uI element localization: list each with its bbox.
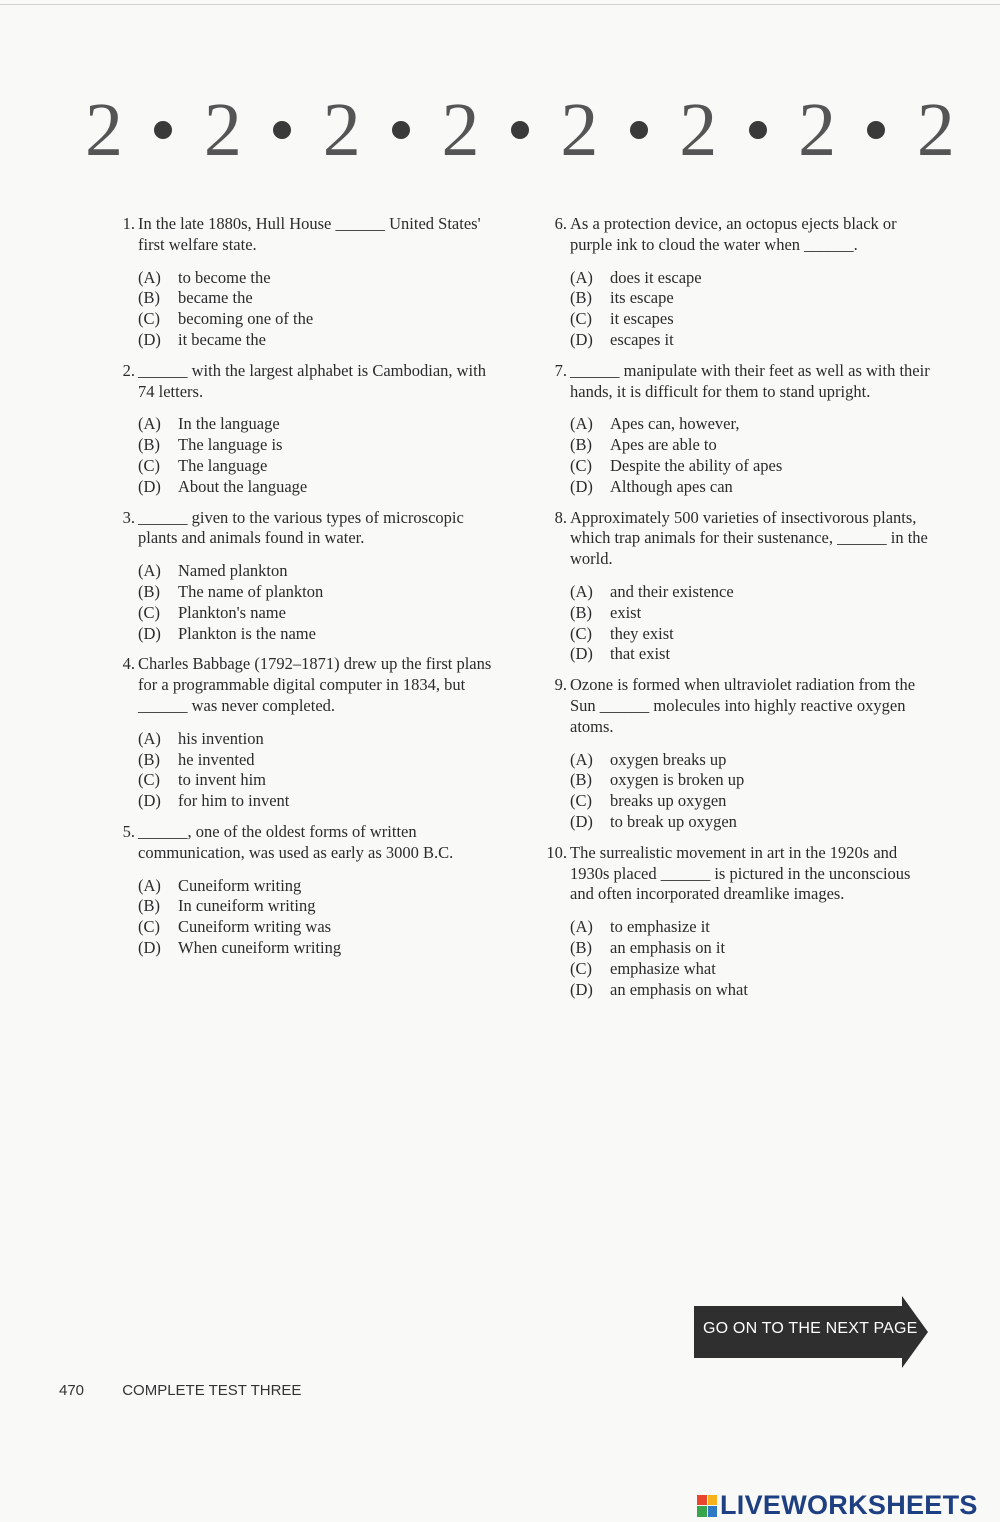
answer-option[interactable] [138,582,503,603]
option-text: it became the [178,329,266,349]
question-number [103,822,138,959]
option-text: he invented [178,749,255,769]
question-number-text: 5. [122,821,135,841]
answer-option[interactable] [570,750,930,771]
option-letter: (A) [138,414,161,434]
option-letter: (D) [570,979,593,999]
question-body [570,214,930,351]
option-text: Plankton's name [178,602,286,622]
option-letter: (A) [138,875,161,895]
option-text: became the [178,288,253,308]
option-letter: (A) [138,728,161,748]
option-letter: (B) [138,581,160,601]
answer-option[interactable] [570,414,930,435]
answer-option[interactable] [570,980,930,1001]
question-item [103,361,503,498]
answer-option[interactable] [138,309,503,330]
option-letter: (A) [138,561,161,581]
option-text: its escape [610,288,674,308]
question-item [103,822,503,959]
answer-option[interactable] [138,750,503,771]
bullet-icon [392,121,410,139]
option-text: to break up oxygen [610,811,737,831]
option-text: The language [178,455,268,475]
question-item [535,361,930,498]
option-letter: (B) [138,896,160,916]
question-item [535,508,930,666]
question-number-text: 9. [554,675,567,695]
section-number: 2 [85,88,123,172]
section-number: 2 [322,88,361,172]
bullet-icon [867,121,885,139]
option-text: an emphasis on what [610,979,748,999]
top-divider [0,4,1000,5]
option-letter: (C) [570,455,592,475]
answer-option[interactable] [570,770,930,791]
option-letter: (A) [138,267,161,287]
option-text: In the language [178,414,280,434]
option-text: oxygen is broken up [610,770,745,790]
question-number [535,675,570,833]
option-letter: (D) [570,476,593,496]
question-stem: ______ with the largest alphabet is Cambodian, with 74 letters. [138,360,486,401]
question-body [138,214,503,351]
bullet-icon [630,121,648,139]
option-letter: (D) [570,329,593,349]
question-body [138,822,503,959]
question-number [535,843,570,1001]
section-number: 2 [679,88,718,172]
option-letter: (A) [570,414,593,434]
option-text: to invent him [178,770,266,790]
footer-title: COMPLETE TEST THREE [122,1382,302,1399]
question-number-text: 10. [546,842,567,862]
option-letter: (C) [570,958,592,978]
option-text: for him to invent [178,791,290,811]
option-letter: (D) [570,811,593,831]
section-number: 2 [798,88,837,172]
answer-option[interactable] [138,330,503,351]
question-stem: Approximately 500 varieties of insectivorous plants, which trap animals for their sustenance, ______ in the world. [570,507,928,569]
question-number-text: 3. [122,507,135,527]
answer-option[interactable] [138,938,503,959]
option-letter: (C) [570,623,592,643]
answer-option[interactable] [138,876,503,897]
question-item [103,654,503,812]
option-letter: (D) [138,791,161,811]
question-number-text: 4. [122,654,135,674]
question-body [570,843,930,1001]
option-letter: (D) [138,937,161,957]
option-text: to become the [178,267,271,287]
answer-option[interactable] [138,268,503,289]
answer-option[interactable] [138,624,503,645]
bullet-icon [749,121,767,139]
answer-option[interactable] [138,435,503,456]
option-text: In cuneiform writing [178,896,316,916]
answer-option[interactable] [138,729,503,750]
bullet-icon [511,121,529,139]
option-letter: (B) [570,435,592,455]
liveworksheets-watermark [697,1490,978,1521]
option-letter: (C) [570,791,592,811]
option-text: an emphasis on it [610,937,726,957]
option-text: breaks up oxygen [610,791,727,811]
liveworksheets-logo-icon [697,1495,717,1517]
answer-option[interactable] [570,603,930,624]
option-letter: (D) [138,476,161,496]
question-body [138,508,503,645]
option-letter: (B) [138,435,160,455]
left-question-column [103,214,503,959]
section-number: 2 [203,88,242,172]
question-item [103,214,503,351]
question-body [570,361,930,498]
option-text: About the language [178,476,308,496]
page-footer [59,1382,301,1399]
option-text: Apes are able to [610,435,717,455]
question-body [570,675,930,833]
answer-option[interactable] [570,582,930,603]
option-text: his invention [178,728,264,748]
question-number [535,214,570,351]
question-number [103,214,138,351]
question-item [103,508,503,645]
question-number [103,361,138,498]
question-stem: Charles Babbage (1792–1871) drew up the first plans for a programmable digital computer in 1834, but ______ was never completed. [138,654,492,715]
question-number-text: 6. [554,214,567,233]
option-text: oxygen breaks up [610,749,727,769]
section-number: 2 [916,88,955,172]
option-letter: (D) [570,644,593,664]
answer-option[interactable] [570,791,930,812]
answer-option[interactable] [570,938,930,959]
option-text: Plankton is the name [178,623,316,643]
option-letter: (A) [570,749,593,769]
question-number-text: 2. [122,360,135,380]
option-text: and their existence [610,581,734,601]
option-text: that exist [610,644,671,664]
question-number-text: 7. [554,360,567,380]
option-text: When cuneiform writing [178,937,342,957]
option-text: they exist [610,623,674,643]
option-letter: (C) [138,602,160,622]
watermark-text: LIVEWORKSHEETS [720,1490,978,1520]
question-stem: ______ manipulate with their feet as well as with their hands, it is difficult for them to stand upright. [570,360,930,401]
option-text: Despite the ability of apes [610,455,783,475]
option-text: it escapes [610,309,674,329]
question-item [535,214,930,351]
option-letter: (A) [570,917,593,937]
question-number-text: 1. [122,214,135,233]
option-letter: (C) [138,770,160,790]
question-number [535,361,570,498]
option-letter: (B) [570,602,592,622]
answer-option[interactable] [570,435,930,456]
answer-option[interactable] [570,917,930,938]
option-letter: (D) [138,623,161,643]
answer-option[interactable] [138,791,503,812]
answer-option[interactable] [138,456,503,477]
option-letter: (B) [138,749,160,769]
answer-option[interactable] [138,603,503,624]
answer-option[interactable] [570,959,930,980]
answer-option[interactable] [570,330,930,351]
option-letter: (C) [138,309,160,329]
answer-option[interactable] [138,770,503,791]
option-text: Cuneiform writing [178,875,302,895]
answer-option[interactable] [570,624,930,645]
bullet-icon [154,121,172,139]
option-text: exist [610,602,642,622]
question-body [138,361,503,498]
question-stem: Ozone is formed when ultraviolet radiation from the Sun ______ molecules into highly reactive oxygen atoms. [570,675,916,736]
answer-option[interactable] [570,288,930,309]
question-item [535,675,930,833]
answer-option[interactable] [570,456,930,477]
question-stem: The surrealistic movement in art in the 1920s and 1930s placed ______ is pictured in the unconscious and often incorporated dreamlike images. [570,842,911,904]
option-letter: (B) [138,288,160,308]
question-body [138,654,503,812]
section-number: 2 [560,88,599,172]
answer-option[interactable] [138,896,503,917]
option-letter: (B) [570,937,592,957]
next-page-label: GO ON TO THE NEXT PAGE [703,1320,918,1337]
answer-option[interactable] [138,917,503,938]
answer-option[interactable] [138,561,503,582]
answer-option[interactable] [570,309,930,330]
option-letter: (B) [570,770,592,790]
question-stem: In the late 1880s, Hull House ______ United States' first welfare state. [138,214,481,254]
option-text: escapes it [610,329,674,349]
option-letter: (B) [570,288,592,308]
option-text: Cuneiform writing was [178,917,332,937]
question-stem: As a protection device, an octopus ejects black or purple ink to cloud the water when ______. [570,214,897,254]
option-text: Named plankton [178,561,288,581]
answer-option[interactable] [570,268,930,289]
option-text: emphasize what [610,958,716,978]
question-number [103,508,138,645]
answer-option[interactable] [138,414,503,435]
option-letter: (D) [138,329,161,349]
option-text: The name of plankton [178,581,324,601]
option-text: Apes can, however, [610,414,740,434]
right-question-column [535,214,930,1000]
option-letter: (C) [138,455,160,475]
question-number-text: 8. [554,507,567,527]
option-letter: (C) [570,309,592,329]
option-text: becoming one of the [178,309,314,329]
answer-option[interactable] [138,288,503,309]
answer-option[interactable] [570,812,930,833]
option-letter: (C) [138,917,160,937]
question-stem: ______, one of the oldest forms of written communication, was used as early as 3000 B.C. [138,821,454,862]
option-text: Although apes can [610,476,733,496]
option-letter: (A) [570,581,593,601]
answer-option[interactable] [570,477,930,498]
question-item [535,843,930,1001]
question-body [570,508,930,666]
section-number: 2 [441,88,480,172]
question-stem: ______ given to the various types of microscopic plants and animals found in water. [138,507,464,548]
option-text: to emphasize it [610,917,710,937]
answer-option[interactable] [570,644,930,665]
option-text: The language is [178,435,283,455]
answer-option[interactable] [138,477,503,498]
bullet-icon [273,121,291,139]
question-number [535,508,570,666]
section-header [85,88,955,172]
option-letter: (A) [570,267,593,287]
question-number [103,654,138,812]
page-number: 470 [59,1382,85,1399]
option-text: does it escape [610,267,702,287]
